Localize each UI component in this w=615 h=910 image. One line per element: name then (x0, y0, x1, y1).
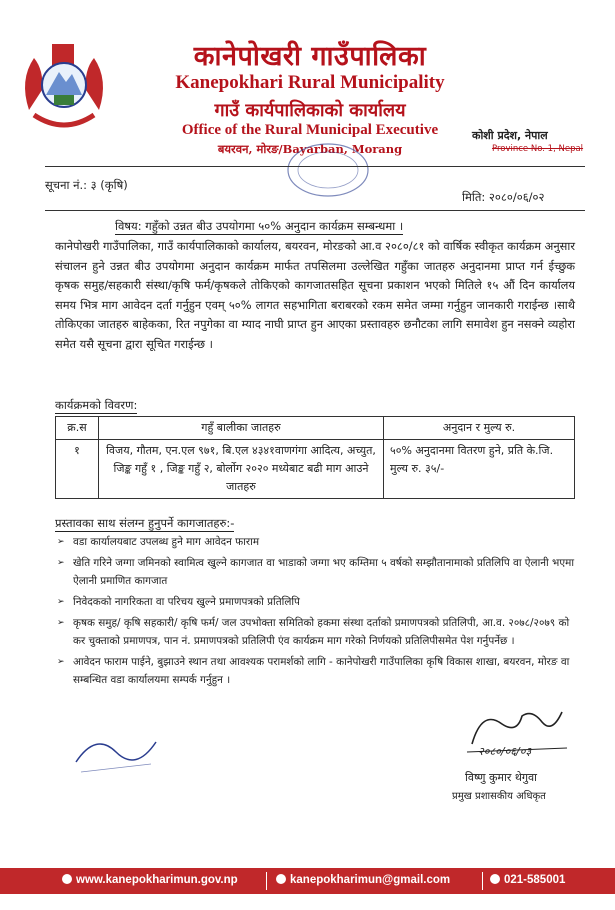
province-np: कोशी प्रदेश, नेपाल (472, 129, 548, 142)
municipality-name-np: कानेपोखरी गाउँपालिका (193, 41, 427, 72)
municipality-name-en: Kanepokhari Rural Municipality (175, 72, 445, 93)
notice-body: कानेपोखरी गाउँपालिका, गाउँ कार्यपालिकाको कार्यालय, बयरवन, मोरङको आ.व २०८०/८१ को वार्षिक स्वीकृत कार्यक्रम अनुसार संचालन हुने उन्नत बीउ उपयोगमा अनुदान कार्यक्रम मार्फत तपसिलमा उल्लेखित गहुँका जातहरु अनुदानमा प्राप्त गर्न ईच्छुक कृषक समुह/सहकारी संस्था/कृषि फर्म/कृषकले तोकिएको कागजातसहित सूचना प्रकाशन भएको मितिले १५ औं दिन कार्यालय समय भित्र माग आवेदन दर्ता गर्नुहुन एवम् ५०% लागत सहभागिता बराबरको रकम समेत जम्मा गर्नुहुन जानकारी गराईन्छ ।साथै तोकिएका जातहरु बाहेकका, रित नपुगेका वा म्याद नाघी प्राप्त हुन आएका प्रस्तावहरु छनौटका लागि समावेश हुन नसक्ने व्यहोरा समेत यसै सूचना द्वारा सूचित गराईन्छ । (55, 239, 575, 351)
documents-list (55, 533, 580, 692)
phone-icon (490, 874, 500, 884)
subject-line: विषय: गहुँको उन्नत बीउ उपयोगमा ५०% अनुदान कार्यक्रम सम्बन्धमा । (115, 219, 404, 233)
list-item (55, 653, 580, 689)
program-table (55, 416, 575, 499)
list-item-text: वडा कार्यालयबाट उपलब्ध हुने माग आवेदन फाराम (73, 536, 260, 548)
notice-number: सूचना नं.: ३ (कृषि) (45, 178, 128, 192)
arrow-bullet-icon: ➢ (57, 657, 65, 667)
footer-divider (482, 872, 483, 890)
col-sn: क्र.स (56, 417, 99, 440)
list-item (55, 593, 580, 611)
list-item (55, 533, 580, 551)
office-stamp-icon (278, 140, 378, 200)
signatory-title: प्रमुख प्रशासकीय अधिकृत (452, 791, 546, 802)
office-name-np: गाउँ कार्यपालिकाको कार्यालय (214, 100, 406, 121)
list-item (55, 614, 580, 650)
footer-divider (266, 872, 267, 890)
phone-text: 021-585001 (504, 874, 566, 886)
arrow-bullet-icon: ➢ (57, 537, 65, 547)
list-item-text: आवेदन फाराम पाईने, बुझाउने स्थान तथा आवश्यक परामर्शको लागि - कानेपोखरी गाउँपालिका कृषि विकास शाखा, बयरवन, मोरङ वा सम्बन्धित वडा कार्यालयमा सम्पर्क गर्नुहुन । (73, 656, 570, 686)
website-text: www.kanepokharimun.gov.np (76, 874, 238, 886)
table-header-row (56, 417, 575, 440)
footer-email[interactable] (276, 874, 450, 886)
col-subsidy: अनुदान र मुल्य रु. (384, 417, 575, 440)
footer-bar (0, 868, 615, 894)
province-en: Province No. 1, Nepal (492, 144, 584, 154)
meta-divider (45, 210, 585, 211)
globe-icon (62, 874, 72, 884)
footer-phone[interactable] (490, 874, 565, 886)
col-varieties: गहुँ बालीका जातहरु (99, 417, 384, 440)
office-address: बयरवन, मोरङ/Bayarban, Morang (217, 142, 403, 156)
cell-varieties: विजय, गौतम, एन.एल ९७१, बि.एल ४३४१वाणगंगा आदित्य, अच्युत, जिङ्क गहुँ १ , जिङ्क गहुँ २, बोर्लोग २०२० मध्येबाट बढी माग आउने जातहरु (99, 440, 384, 499)
email-text: kanepokharimun@gmail.com (290, 874, 451, 886)
list-item-text: कृषक समुह/ कृषि सहकारी/ कृषि फर्म/ जल उपभोक्ता समितिको हकमा संस्था दर्ताको प्रमाणपत्रको प्रतिलिपी, आ.व. २०७८/२०७९ को कर चुक्ताको प्रमाणपत्र, पान नं. प्रमाणपत्रको प्रतिलिपी एंव कार्यक्रम माग गरेको निर्णयको प्रतिलिपीसमेत पेश गर्नुपर्नेछ । (73, 617, 570, 647)
email-icon (276, 874, 286, 884)
arrow-bullet-icon: ➢ (57, 597, 65, 607)
documents-title: प्रस्तावका साथ संलग्न हुनुपर्ने कागजातहरु:- (55, 516, 235, 530)
cell-subsidy: ५०% अनुदानमा वितरण हुने, प्रति के.जि. मुल्य रु. ३५/- (384, 440, 575, 499)
list-item (55, 554, 580, 590)
signatory-name: विष्णु कुमार थेगुवा (465, 771, 538, 784)
footer-website[interactable] (62, 874, 238, 886)
section-stamp-icon (66, 722, 166, 782)
header-divider (45, 166, 585, 167)
list-item-text: खेति गरिने जग्गा जमिनको स्वामित्व खुल्ने कागजात वा भाडाको जग्गा भए कम्तिमा ५ वर्षको सम्झौतानामाको प्रतिलिपि वा ऐलानी भएमा ऐलानी प्रमाणित कागजात (73, 557, 575, 587)
table-row (56, 440, 575, 499)
arrow-bullet-icon: ➢ (57, 558, 65, 568)
arrow-bullet-icon: ➢ (57, 618, 65, 628)
cell-sn: १ (56, 440, 99, 499)
program-title: कार्यक्रमको विवरण: (55, 398, 138, 412)
signature-date: २०८०/०६/०३ (478, 745, 532, 758)
municipality-emblem-icon (14, 40, 114, 140)
list-item-text: निवेदकको नागरिकता वा परिचय खुल्ने प्रमाणपत्रको प्रतिलिपि (73, 596, 300, 608)
office-name-en: Office of the Rural Municipal Executive (181, 122, 439, 138)
notice-date: मिति: २०८०/०६/०२ (462, 190, 545, 204)
